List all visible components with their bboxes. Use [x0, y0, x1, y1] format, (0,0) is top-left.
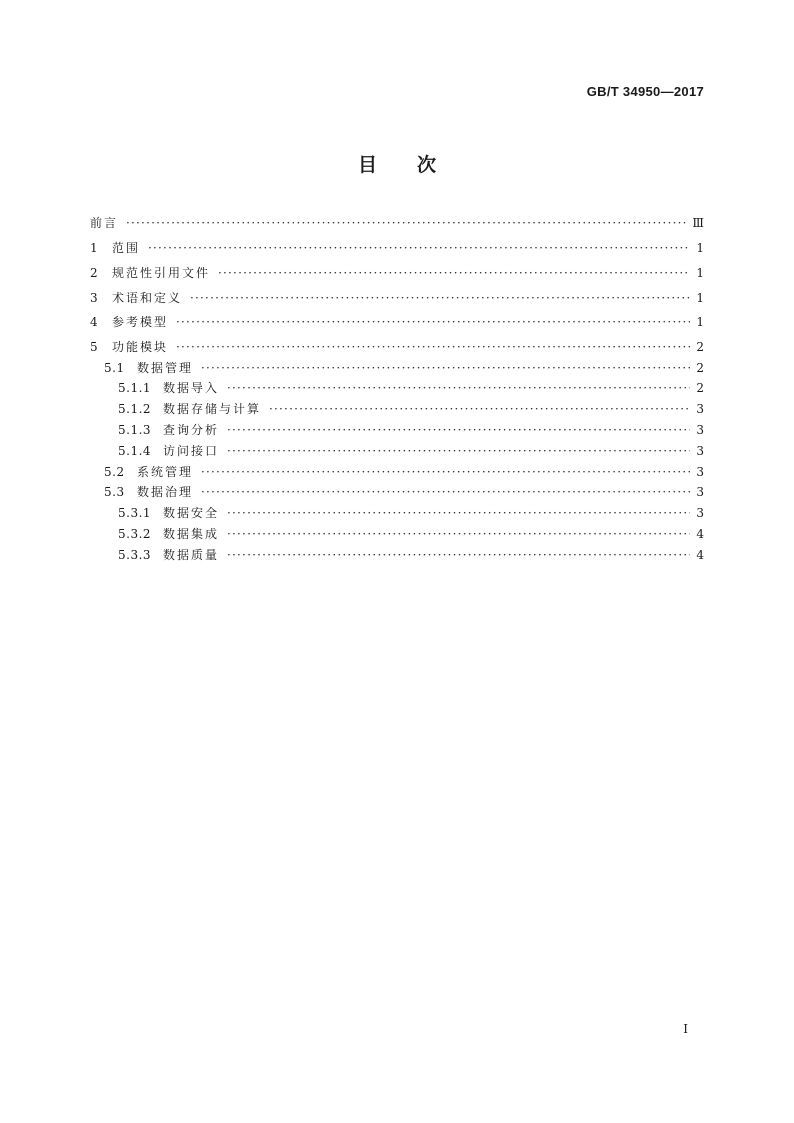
- toc-entry-5-2[interactable]: [90, 465, 704, 486]
- dot-leader: [201, 465, 690, 479]
- toc-entry-number: 5.1.4: [118, 443, 152, 458]
- toc-entry-number: 5.1.3: [118, 422, 152, 437]
- toc-entry-number: 3: [90, 290, 99, 305]
- toc-entry-3[interactable]: [90, 291, 704, 316]
- dot-leader: [176, 315, 690, 329]
- toc-entry-5-3-3[interactable]: [90, 548, 704, 569]
- toc-entry-label: 参考模型: [112, 315, 169, 330]
- toc-entry-label: 数据存储与计算: [163, 402, 262, 417]
- toc-entry-5-1-2[interactable]: [90, 402, 704, 423]
- toc-entry-1[interactable]: [90, 241, 704, 266]
- toc-entry-label: 访问接口: [163, 443, 220, 458]
- toc-entry-page: 1: [696, 290, 704, 305]
- toc-entry-page: 1: [696, 265, 704, 280]
- toc-entry-2[interactable]: [90, 266, 704, 291]
- dot-leader: [201, 361, 690, 375]
- dot-leader: [201, 485, 690, 499]
- toc-entry-number: 5.1.2: [118, 402, 152, 417]
- toc-entry-5-3-2[interactable]: [90, 527, 704, 548]
- dot-leader: [148, 241, 690, 255]
- toc-entry-page: 3: [696, 506, 704, 521]
- toc-entry-5-1-4[interactable]: [90, 444, 704, 465]
- dot-leader: [227, 423, 690, 437]
- toc-entry-page: 1: [696, 315, 704, 330]
- toc-entry-number: 1: [90, 241, 99, 256]
- toc-entry-label: 数据安全: [163, 506, 220, 521]
- toc-entry-number: 2: [90, 265, 99, 280]
- dot-leader: [126, 216, 688, 230]
- dot-leader: [227, 527, 690, 541]
- toc-entry-label: 功能模块: [112, 339, 169, 354]
- toc-entry-number: 5.2: [104, 464, 125, 479]
- toc-entry-number: 5.3.1: [118, 506, 152, 521]
- toc-entry-page: 3: [696, 402, 704, 417]
- toc-entry-5-3-1[interactable]: [90, 506, 704, 527]
- toc-entry-page: 3: [696, 422, 704, 437]
- dot-leader: [227, 548, 690, 562]
- toc-entry-number: 4: [90, 315, 99, 330]
- toc-entry-number: 5: [90, 339, 99, 354]
- toc-entry-number: 5.1: [104, 360, 125, 375]
- toc-entry-foreword[interactable]: [90, 216, 704, 241]
- toc-entry-label: 范围: [112, 241, 141, 256]
- toc-entry-label: 数据治理: [137, 485, 194, 500]
- page-title: 目次: [357, 154, 476, 176]
- toc-entry-label: 前言: [90, 216, 119, 230]
- toc-entry-number: 5.3.3: [118, 547, 152, 562]
- toc-entry-5-3[interactable]: [90, 485, 704, 506]
- toc-entry-4[interactable]: [90, 315, 704, 340]
- toc-entry-5-1-3[interactable]: [90, 423, 704, 444]
- toc-entry-page: 2: [696, 360, 704, 375]
- toc-entry-label: 数据导入: [163, 381, 220, 396]
- dot-leader: [269, 402, 690, 416]
- table-of-contents: [90, 216, 704, 569]
- toc-entry-number: 5.3: [104, 485, 125, 500]
- toc-entry-label: 数据管理: [137, 360, 194, 375]
- toc-entry-label: 数据质量: [163, 547, 220, 562]
- toc-entry-page: 3: [696, 485, 704, 500]
- dot-leader: [218, 266, 690, 280]
- dot-leader: [227, 506, 690, 520]
- toc-entry-page: 4: [696, 547, 704, 562]
- toc-entry-label: 数据集成: [163, 526, 220, 541]
- page-number: I: [683, 1022, 688, 1036]
- toc-entry-label: 系统管理: [137, 464, 194, 479]
- toc-entry-page: 2: [696, 381, 704, 396]
- standard-number: GB/T 34950—2017: [586, 84, 704, 99]
- toc-entry-5-1[interactable]: [90, 361, 704, 382]
- toc-entry-number: 5.3.2: [118, 526, 152, 541]
- toc-entry-page: 1: [696, 241, 704, 256]
- toc-entry-number: 5.1.1: [118, 381, 152, 396]
- toc-entry-label: 规范性引用文件: [112, 265, 211, 280]
- toc-entry-page: 2: [696, 339, 704, 354]
- toc-entry-page: 3: [696, 464, 704, 479]
- toc-entry-label: 查询分析: [163, 422, 220, 437]
- toc-entry-5[interactable]: [90, 340, 704, 361]
- toc-entry-5-1-1[interactable]: [90, 381, 704, 402]
- dot-leader: [227, 381, 690, 395]
- dot-leader: [190, 291, 690, 305]
- toc-entry-page: Ⅲ: [692, 216, 704, 230]
- toc-entry-page: 3: [696, 443, 704, 458]
- toc-entry-page: 4: [696, 526, 704, 541]
- dot-leader: [176, 340, 690, 354]
- dot-leader: [227, 444, 690, 458]
- toc-entry-label: 术语和定义: [112, 290, 183, 305]
